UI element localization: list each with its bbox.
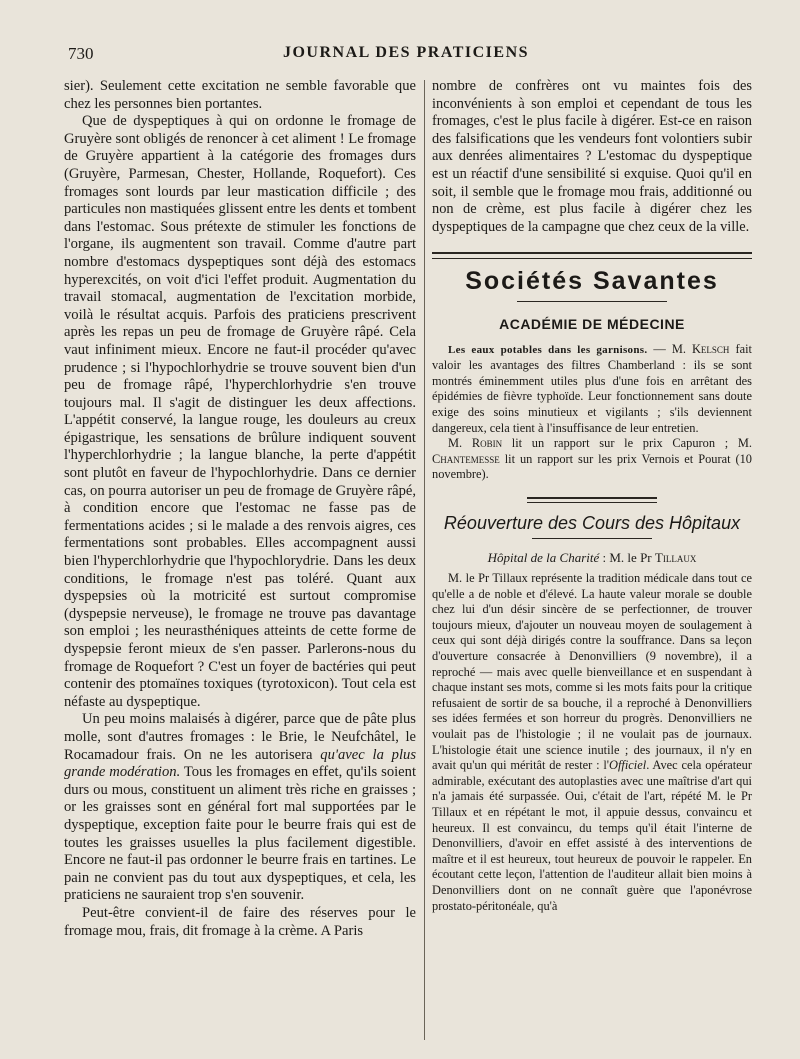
report-author-robin: Robin — [471, 436, 503, 451]
right-column — [432, 78, 752, 914]
paragraph-3 — [64, 711, 416, 905]
section-title: Sociétés Savantes — [465, 267, 719, 296]
column-divider — [424, 80, 425, 1040]
hospital-name: Hôpital de la Charité — [487, 550, 600, 566]
report-text-1: lit un rapport sur le prix Capuron ; M. — [502, 436, 753, 451]
academy-paragraph — [432, 342, 752, 437]
hospital-professor: Tillaux — [654, 550, 697, 566]
section-divider — [527, 497, 657, 503]
report-paragraph — [432, 436, 752, 483]
paragraph-3-start: Un peu moins malaisés à digérer, parce que de pâte plus molle, sont d'autres fromages : le Brie, le Neufchâtel, le Rocamadour frais. On ne les autorisera — [64, 711, 416, 763]
hospital-text-2: . Avec cela opérateur admirable, exécutant des autoplasties avec une maîtrise d'art qui n'a jamais été surpassée. Oui, c'était de l'art, répété M. le Pr Tillaux et en répétant le mot, il appuie dessus, convaincu et heureux. Il est convaincu, du temps qu'il était l'interne de Denonvilliers, d'avoir en effet assisté à des interventions de maître et il est heureux, tout heureux de pouvoir le rappeler. En écoutant cette leçon, l'attention de l'auditeur allait bien moins à Denonvilliers dont on ne connaît guère que l'aponévrose prostato-péritonéale, qu'à — [432, 758, 752, 913]
report-prefix: M. — [448, 436, 472, 451]
page-header — [62, 40, 750, 66]
left-column — [64, 78, 416, 940]
subsection-title: ACADÉMIE DE MÉDECINE — [499, 315, 685, 332]
section-rule — [432, 252, 752, 259]
paragraph-3-emphasis: qu'avec la plus grande modération. — [64, 746, 416, 781]
hospital-paragraph — [432, 571, 752, 914]
paragraph-3-end: Tous les fromages en effet, qu'ils soient durs ou mous, constituent un aliment très riche en graisses ; or les graisses sont en général fort mal supportées par le dyspeptique, exception faite pour le beurre frais qui est de toutes les graisses usuelles la plus facilement digestible. Encore ne faut-il pas ordonner le beurre frais en tartines. Le pain ne convient pas du tout aux dyspeptiques, et cela, les praticiens ne sauraient trop s'en souvenir. — [64, 764, 416, 904]
academy-lead-in: Les eaux potables dans les garnisons. — [448, 343, 648, 356]
paragraph-2: Que de dyspeptiques à qui on ordonne le fromage de Gruyère sont obligés de renoncer à cet aliment ! Le fromage de Gruyère appartient à la catégorie des fromages durs (Gruyère, Parmesan, Chester, Hollande, Roquefort). Ces fromages sont lourds par leur mastication difficile ; des particules non mastiquées glissent entre les dents et tombent dans l'estomac. Sous prétexte de stimuler les fonctions de l'organe, ils augmentent son travail. Comme d'autre part nombre d'estomacs dyspeptiques sont déjà des estomacs hyperexcités, on voit d'ici l'effet produit. Augmentation du travail stomacal, augmentation de l'excitation morbide, voilà le résultat acquis. Parfois des praticiens prescrivent après les repas un peu de fromage de Gruyère râpé. Cela vaut infiniment mieux. Encore ne faut-il procéder qu'avec prudence ; si l'hypochlorhydrie se trouve souvent bien d'un peu de fromage râpé, l'hyperchlorhydrie s'en trouve toujours mal. Il s'agit de distinguer les deux affections. L'appétit conservé, la langue rouge, les douleurs au creux épigastrique, les sensations de brûlure indiquent souvent l'hyperchlorhydrie ; la langue blanche, la perte d'appétit sont plutôt en faveur de l'hypochlorhydrie. Dans ce dernier cas, on pourra autoriser un peu de fromage de Gruyère râpé, à condition encore que l'estomac ne fasse pas de fermentations acides ; si le malade a des renvois aigres, ces fermentations sont probables. Elles accompagnent aussi bien l'hyperchlorhydrie que l'hypochlorydrie. Dans les deux conditions, le fromage n'est pas toléré. Quant aux dyspepsies où la motricité est surtout compromise (dyspepsie nerveuse), le fromage ne trouve pas davantage son emploi ; les neurasthéniques atteints de cette forme de dyspepsie feront mieux de s'en passer. Parlerons-nous du fromage de Roquefort ? C'est un foyer de bactéries qui peut contenir des ptomaïnes toxiques (tyrotoxicon). Tout cela est néfaste au dyspeptique. — [64, 113, 416, 710]
section-2-underline — [532, 538, 652, 539]
continuation-paragraph: nombre de confrères ont vu maintes fois des inconvénients à son emploi et cependant de tous les fromages, c'est le plus facile à digérer. Est-ce en raison des falsifications que les vendeurs font volontiers subir aux denrées alimentaires ? L'estomac du dyspeptique est un réactif d'une sensibilité si exquise. Quoi qu'il en soit, il semble que le fromage mou frais, additionné ou non de crème, est plus facile à digérer chez les dyspeptiques de la campagne que chez ceux de la ville. — [432, 78, 752, 235]
section-2-title: Réouverture des Cours des Hôpitaux — [443, 512, 741, 533]
report-text-2: lit un rapport sur les prix Vernois et Pourat (10 novembre). — [432, 451, 752, 482]
paragraph-1: sier). Seulement cette excitation ne semble favorable que chez les personnes bien portantes. — [64, 78, 416, 112]
academy-author: Kelsch — [691, 341, 730, 356]
hospital-article — [432, 571, 752, 914]
hospital-line — [432, 549, 752, 567]
paragraph-4: Peut-être convient-il de faire des réserves pour le fromage mou, frais, dit fromage à la crème. A Paris — [64, 904, 416, 939]
section-underline — [517, 301, 667, 302]
page-number: 730 — [68, 44, 94, 63]
hospital-separator: : M. le Pr — [599, 550, 655, 566]
report-author-chantemesse: Chantemesse — [432, 451, 500, 466]
hospital-emphasis: Officiel — [609, 758, 647, 773]
hospital-text-1: M. le Pr Tillaux représente la tradition médicale dans tout ce qu'elle a de noble et d'élevé. La haute valeur morale se double chez lui d'un désir sincère de se perfectionner, de trouver toujours mieux, d'ajouter un nouveau moyen de soulagement à ceux qui sont déjà dirigés contre la souffrance. Dans sa leçon d'ouverture consacrée à Denonvilliers (9 novembre), il a reproché — mais avec quelle bienveillance et en suspendant à chaque instant ses mots, comme si les mots faits pour la critique refusaient de sortir de sa bouche, il a reproché à Denonvilliers ses idées fermées et son horreur du progrès. Denonvilliers ne voulait pas de l'histologie ; il ne voulait pas de journaux. L'histologie était une science inutile ; des journaux, il n'y en avait qu'un qui méritât de rester : l' — [432, 571, 752, 773]
journal-title: JOURNAL DES PRATICIENS — [282, 44, 530, 61]
academy-text: fait valoir les avantages des filtres Chamberland : ils se sont montrés éminemment utiles plus d'une fois en arrêtant des épidémies de fièvre typhoïde. Leur fonctionnement sans doute exige des soins minutieux et vigilants ; s'ils deviennent dangereux, cela tient à l'insuffisance de leur entretien. — [432, 341, 752, 435]
academy-dash: — M. — [647, 341, 692, 356]
academy-report — [432, 342, 752, 483]
